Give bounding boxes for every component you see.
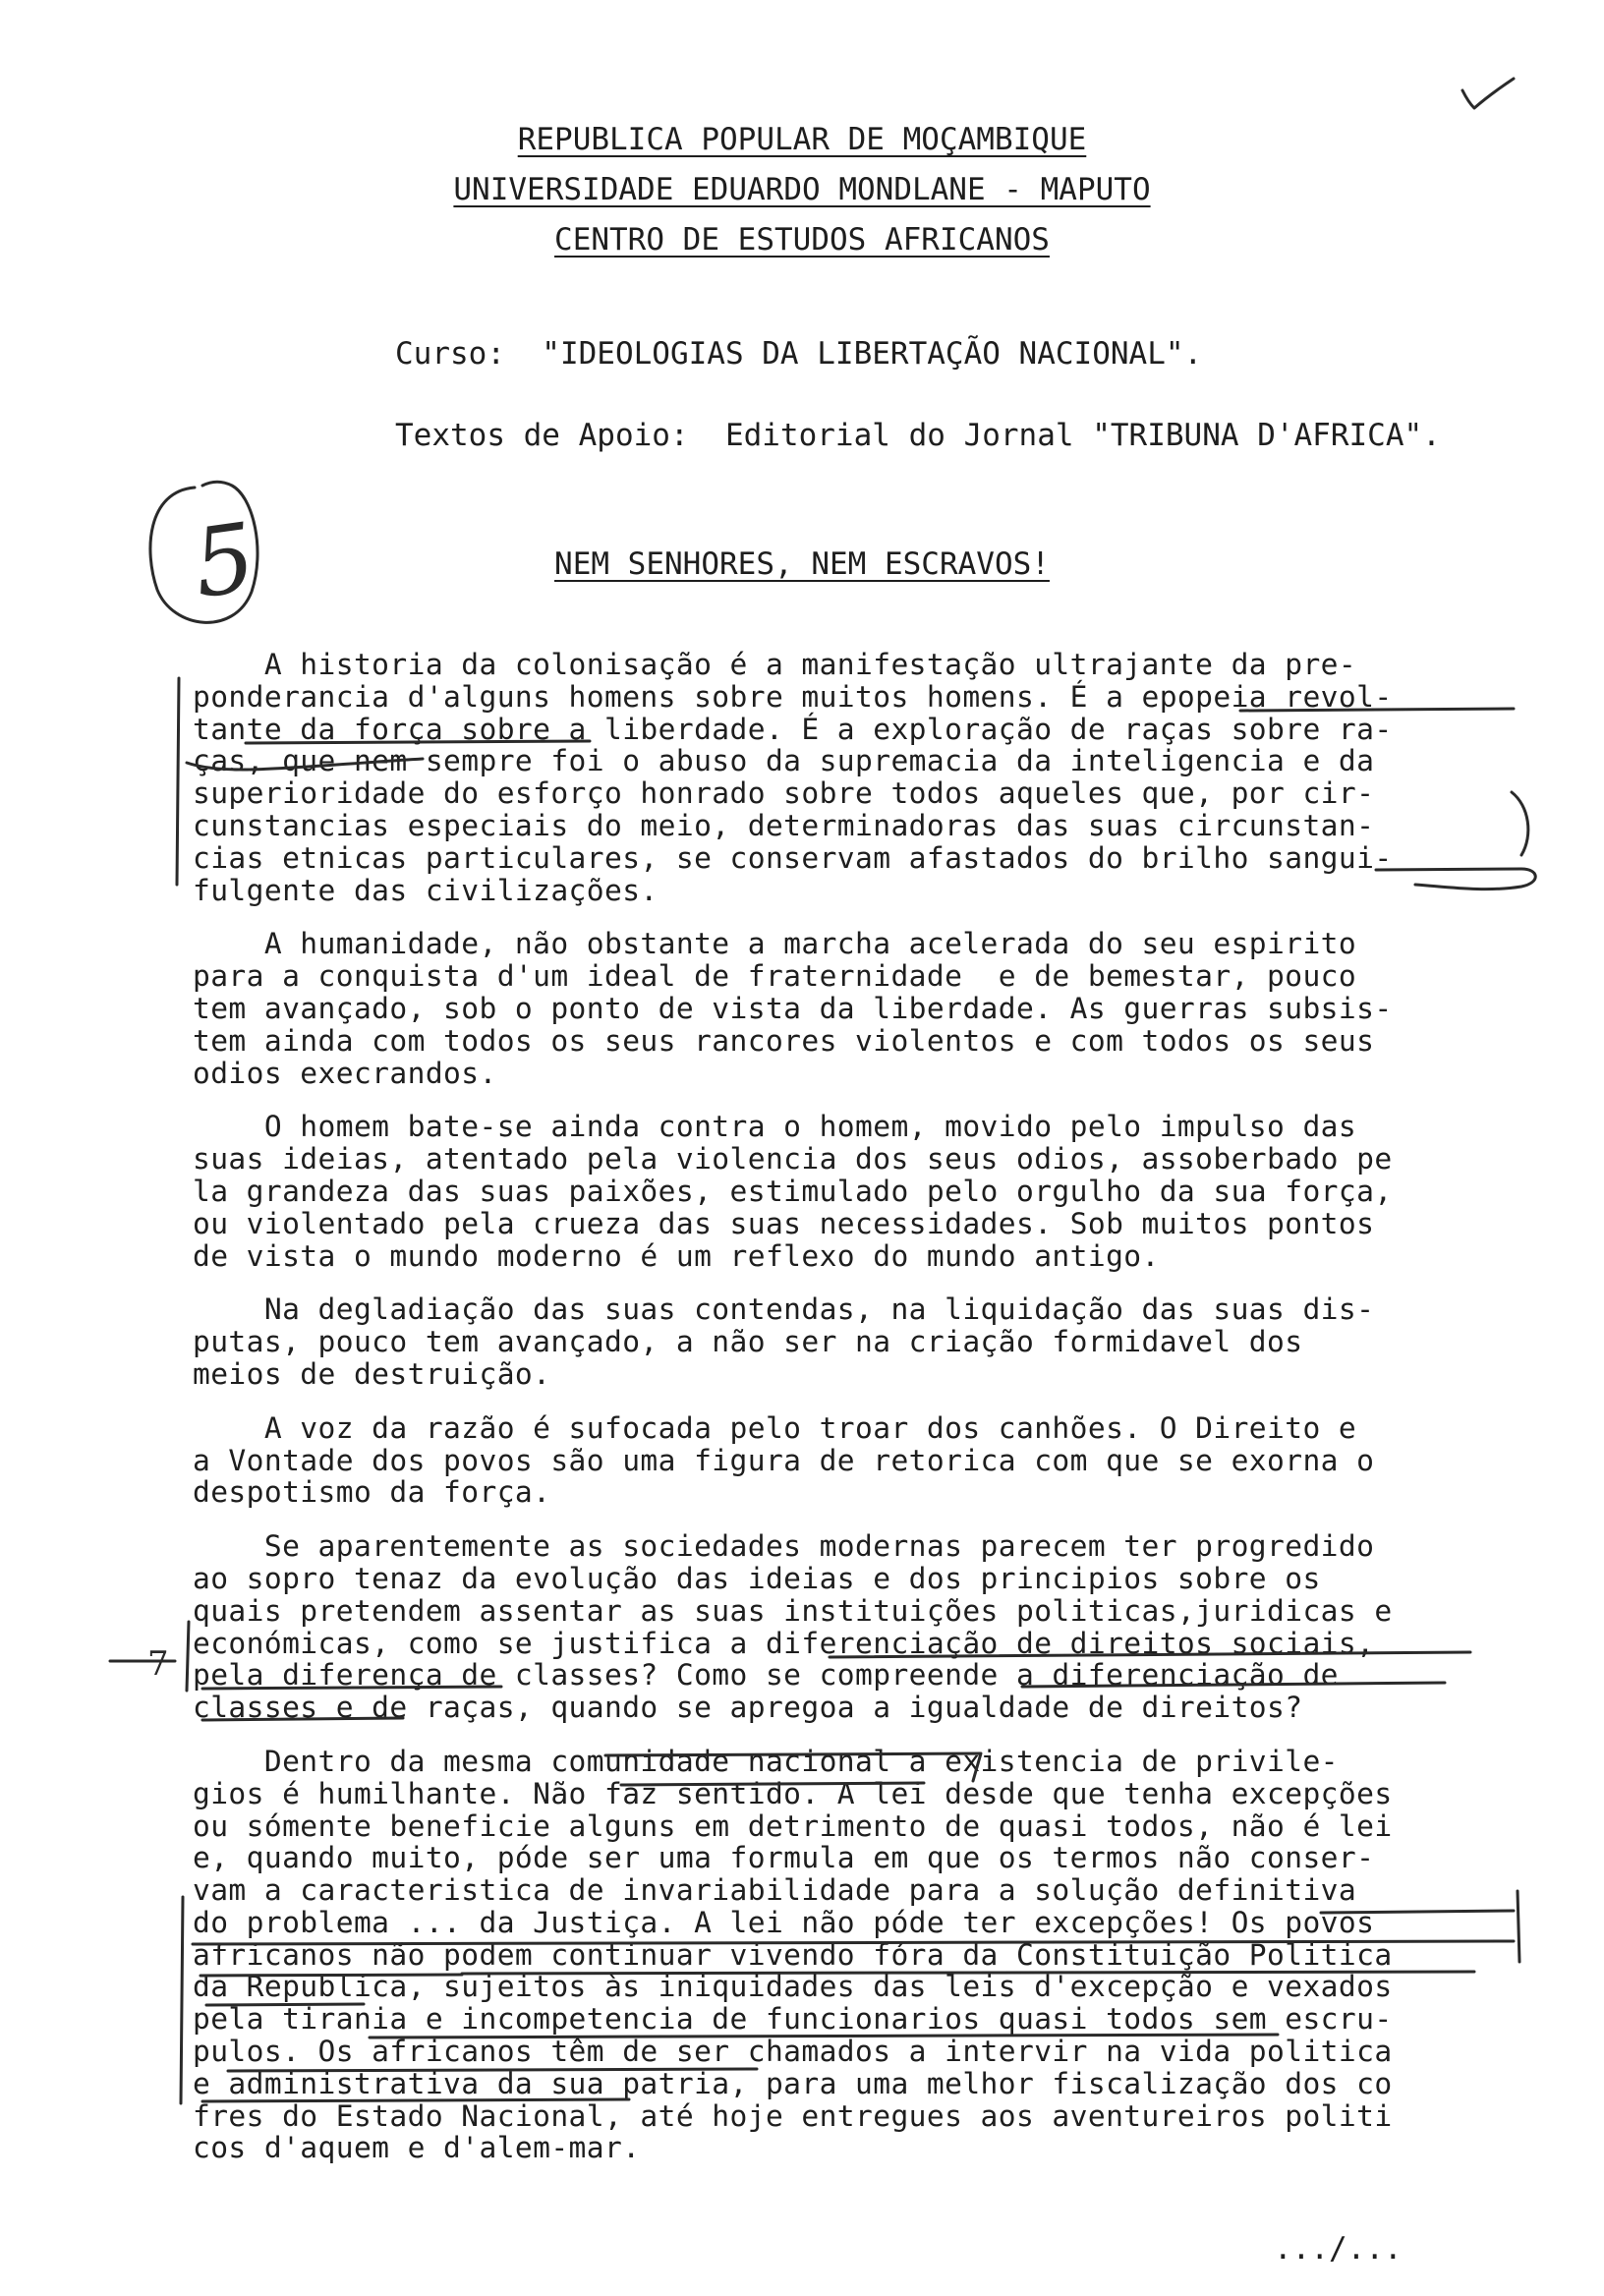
text-line: A humanidade, não obstante a marcha acelerada do seu espirito [193,927,1357,961]
text-line: Dentro da mesma comunidade nacional a existencia de privile- [193,1744,1339,1778]
text-line: para a conquista d'um ideal de fraternidade e de bemestar, pouco [193,959,1357,994]
header-country: REPUBLICA POPULAR DE MOÇAMBIQUE [517,122,1087,157]
text-line: putas, pouco tem avançado, a não ser na criação formidavel dos [193,1325,1303,1359]
text-line: de vista o mundo moderno é um reflexo do mundo antigo. [193,1238,1160,1273]
text-line: ou violentado pela crueza das suas necessidades. Sob muitos pontos [193,1206,1375,1240]
text-line: ças, que nem sempre foi o abuso da supremacia da inteligencia e da [193,744,1375,778]
text-line: superioridade do esforço honrado sobre todos aqueles que, por cir- [193,776,1375,811]
text-line: da Republica, sujeitos às iniquidades das leis d'excepção e vexados [193,1970,1393,2004]
text-line: pulos. Os africanos têm de ser chamados a intervir na vida politica [193,2035,1393,2069]
text-line: quais pretendem assentar as suas instituições politicas,juridicas e [193,1593,1393,1628]
editorial-title: NEM SENHORES, NEM ESCRAVOS! [554,546,1050,582]
paragraph [193,1111,1519,1272]
text-line: suas ideias, atentado pela violencia dos seus odios, assoberbado pe [193,1142,1393,1177]
text-line: ponderancia d'alguns homens sobre muitos homens. É a epopeia revol- [193,679,1393,714]
text-line: Na degladiação das suas contendas, na liquidação das suas dis- [193,1292,1375,1327]
text-line: odios execrandos. [193,1056,497,1090]
support-texts-line: Textos de Apoio: Editorial do Jornal "TRIBUNA D'AFRICA". [395,418,1441,453]
editorial-body [193,649,1519,2186]
text-line: e, quando muito, póde ser uma formula em que os termos não conser- [193,1841,1375,1875]
text-line: económicas, como se justifica a diferenciação de direitos sociais, [193,1626,1375,1660]
header-university: UNIVERSIDADE EDUARDO MONDLANE - MAPUTO [453,172,1151,207]
text-line: africanos não podem continuar vivendo fóra da Constituição Politica [193,1937,1393,1972]
margin-bracket [177,678,179,885]
text-line: e administrativa da sua patria, para uma melhor fiscalização dos co [193,2066,1393,2100]
text-line: ao sopro tenaz da evolução das ideias e dos principios sobre os [193,1561,1321,1595]
text-line: tem ainda com todos os seus rancores violentos e com todos os seus [193,1023,1375,1058]
text-line: cias etnicas particulares, se conservam afastados do brilho sangui- [193,840,1393,875]
header-centre: CENTRO DE ESTUDOS AFRICANOS [554,222,1050,258]
text-line: O homem bate-se ainda contra o homem, movido pelo impulso das [193,1110,1357,1144]
text-line: A voz da razão é sufocada pelo troar dos canhões. O Direito e [193,1410,1357,1445]
text-line: a Vontade dos povos são uma figura de retorica com que se exorna o [193,1443,1375,1477]
text-line: despotismo da força. [193,1475,551,1510]
text-line: A historia da colonisação é a manifestação ultrajante da pre- [193,648,1357,681]
text-line: gios é humilhante. Não faz sentido. A lei desde que tenha excepções [193,1776,1393,1810]
paragraph [193,649,1519,906]
text-line: do problema ... da Justiça. A lei não póde ter excepções! Os povos [193,1905,1375,1939]
paragraph [193,1530,1519,1724]
text-line: pela diferença de classes? Como se compreende a diferenciação de [193,1658,1339,1693]
margin-note-text: 7 [147,1644,169,1684]
paragraph [193,1412,1519,1509]
course-line: Curso: "IDEOLOGIAS DA LIBERTAÇÃO NACIONAL". [395,336,1203,372]
text-line: la grandeza das suas paixões, estimulado pelo orgulho da sua força, [193,1174,1393,1208]
paragraph [193,928,1519,1089]
text-line: pela tirania e incompetencia de funcionarios quasi todos sem escru- [193,2002,1393,2037]
text-line: classes e de raças, quando se apregoa a igualdade de direitos? [193,1691,1303,1725]
text-line: cunstancias especiais do meio, determinadoras das suas circunstan- [193,808,1375,842]
text-line: Se aparentemente as sociedades modernas parecem ter progredido [193,1529,1375,1564]
text-line: vam a caracteristica de invariabilidade para a solução definitiva [193,1873,1357,1908]
paragraph [193,1293,1519,1390]
text-line: cos d'aquem e d'alem-mar. [193,2131,641,2165]
text-line: meios de destruição. [193,1356,551,1391]
text-line: ou sómente beneficie alguns em detrimento de quasi todos, não é lei [193,1808,1393,1843]
continuation-marker: .../... [1274,2231,1403,2267]
circled-number-text: 5 [187,501,262,620]
text-line: fulgente das civilizações. [193,873,659,907]
text-line: tante da força sobre a liberdade. É a exploração de raças sobre ra- [193,712,1393,746]
text-line: tem avançado, sob o ponto de vista da liberdade. As guerras subsis- [193,991,1393,1025]
text-line: fres do Estado Nacional, até hoje entregues aos aventureiros politi [193,2098,1393,2133]
checkmark-icon [1462,79,1514,108]
paragraph [193,1746,1519,2164]
